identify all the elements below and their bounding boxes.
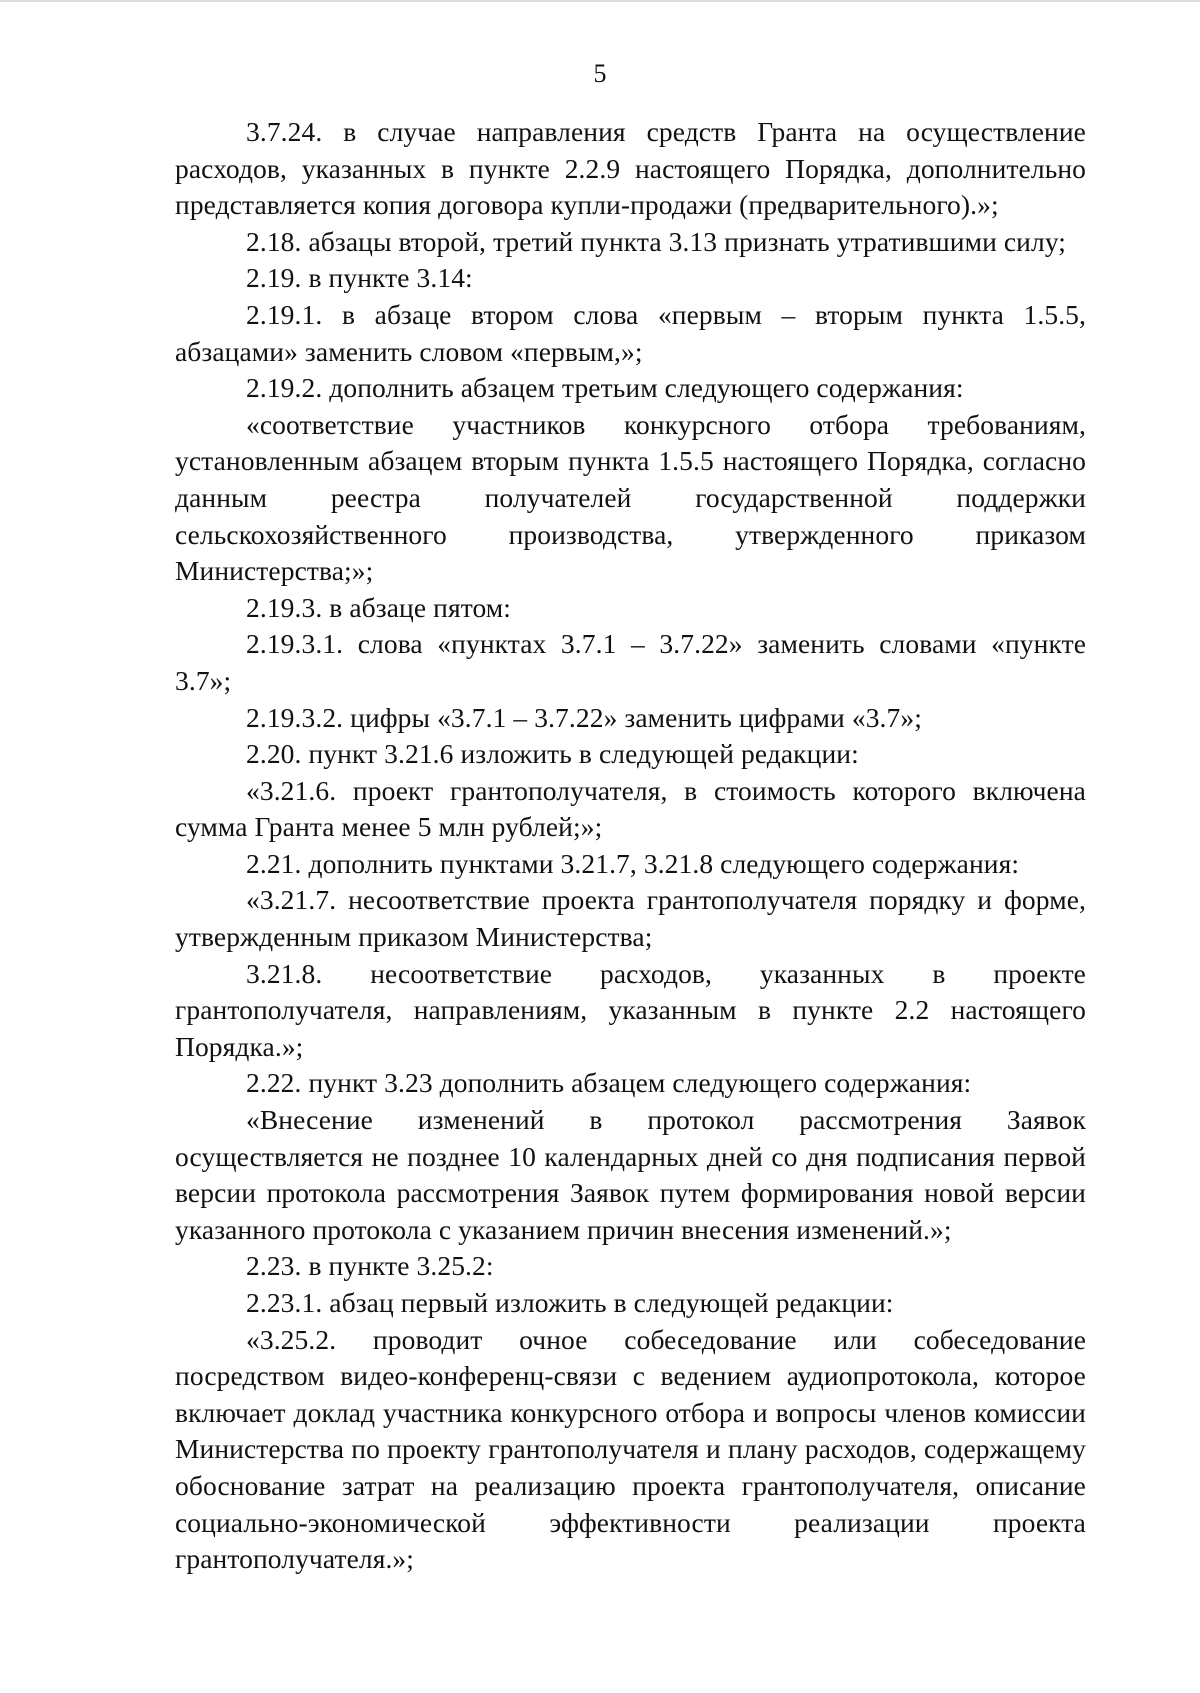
paragraph-2-19-3: 2.19.3. в абзаце пятом: [246,591,512,623]
paragraph-3-25-2: «3.25.2. проводит очное собеседование или собеседование посредством видео-конференц-связи с ведением аудиопротокола, которое включает доклад участника конкурсного отбора и вопросы членов комиссии Министерства по проекту грантополучателя и плану расходов, содержащему обоснование затрат на реализацию проекта грантополучателя, описание социально-экономической эффективности реализации проекта грантополучателя.»; [175,1323,1086,1575]
paragraph-3-21-8: 3.21.8. несоответствие расходов, указанных в проекте грантополучателя, направлениям, указанным в пункте 2.2 настоящего Порядка.»; [175,957,1086,1062]
paragraph-2-19-1: 2.19.1. в абзаце втором слова «первым – вторым пункта 1.5.5, абзацами» заменить словом «первым,»; [175,298,1086,367]
document-body [175,114,1086,1578]
scan-top-edge [0,0,1200,2]
paragraph-2-19: 2.19. в пункте 3.14: [246,262,473,294]
paragraph-2-23: 2.23. в пункте 3.25.2: [246,1250,494,1282]
paragraph-2-20: 2.20. пункт 3.21.6 изложить в следующей редакции: [246,738,859,770]
paragraph-2-22: 2.22. пункт 3.23 дополнить абзацем следующего содержания: [246,1067,972,1099]
paragraph-quoted-compliance: «соответствие участников конкурсного отбора требованиям, установленным абзацем вторым пункта 1.5.5 настоящего Порядка, согласно данным реестра получателей государственной поддержки сельскохозяйственного производства, утвержденного приказом Министерства;»; [175,408,1086,587]
paragraph-2-19-3-2: 2.19.3.2. цифры «3.7.1 – 3.7.22» заменить цифрами «3.7»; [246,701,922,733]
paragraph-quoted-protocol-changes: «Внесение изменений в протокол рассмотрения Заявок осуществляется не позднее 10 календарных дней со дня подписания первой версии протокола рассмотрения Заявок путем формирования новой версии указанного протокола с указанием причин внесения изменений.»; [175,1104,1086,1245]
paragraph-3-21-7: «3.21.7. несоответствие проекта грантополучателя порядку и форме, утвержденным приказом Министерства; [175,884,1086,953]
paragraph-2-19-2: 2.19.2. дополнить абзацем третьим следующего содержания: [246,372,964,404]
paragraph-2-23-1: 2.23.1. абзац первый изложить в следующей редакции: [246,1287,894,1318]
paragraph-2-19-3-1: 2.19.3.1. слова «пунктах 3.7.1 – 3.7.22» заменить словами «пункте 3.7»; [175,628,1086,696]
paragraph-3-21-6: «3.21.6. проект грантополучателя, в стоимость которого включена сумма Гранта менее 5 млн рублей;»; [175,774,1086,843]
paragraph-2-18: 2.18. абзацы второй, третий пункта 3.13 признать утратившими силу; [246,225,1067,257]
paragraph-2-21: 2.21. дополнить пунктами 3.21.7, 3.21.8 следующего содержания: [246,847,1020,879]
paragraph-3-7-24: 3.7.24. в случае направления средств Гранта на осуществление расходов, указанных в пункте 2.2.9 настоящего Порядка, дополнительно представляется копия договора купли-продажи (предварительного).»; [175,116,1086,221]
page-number: 5 [593,59,607,88]
